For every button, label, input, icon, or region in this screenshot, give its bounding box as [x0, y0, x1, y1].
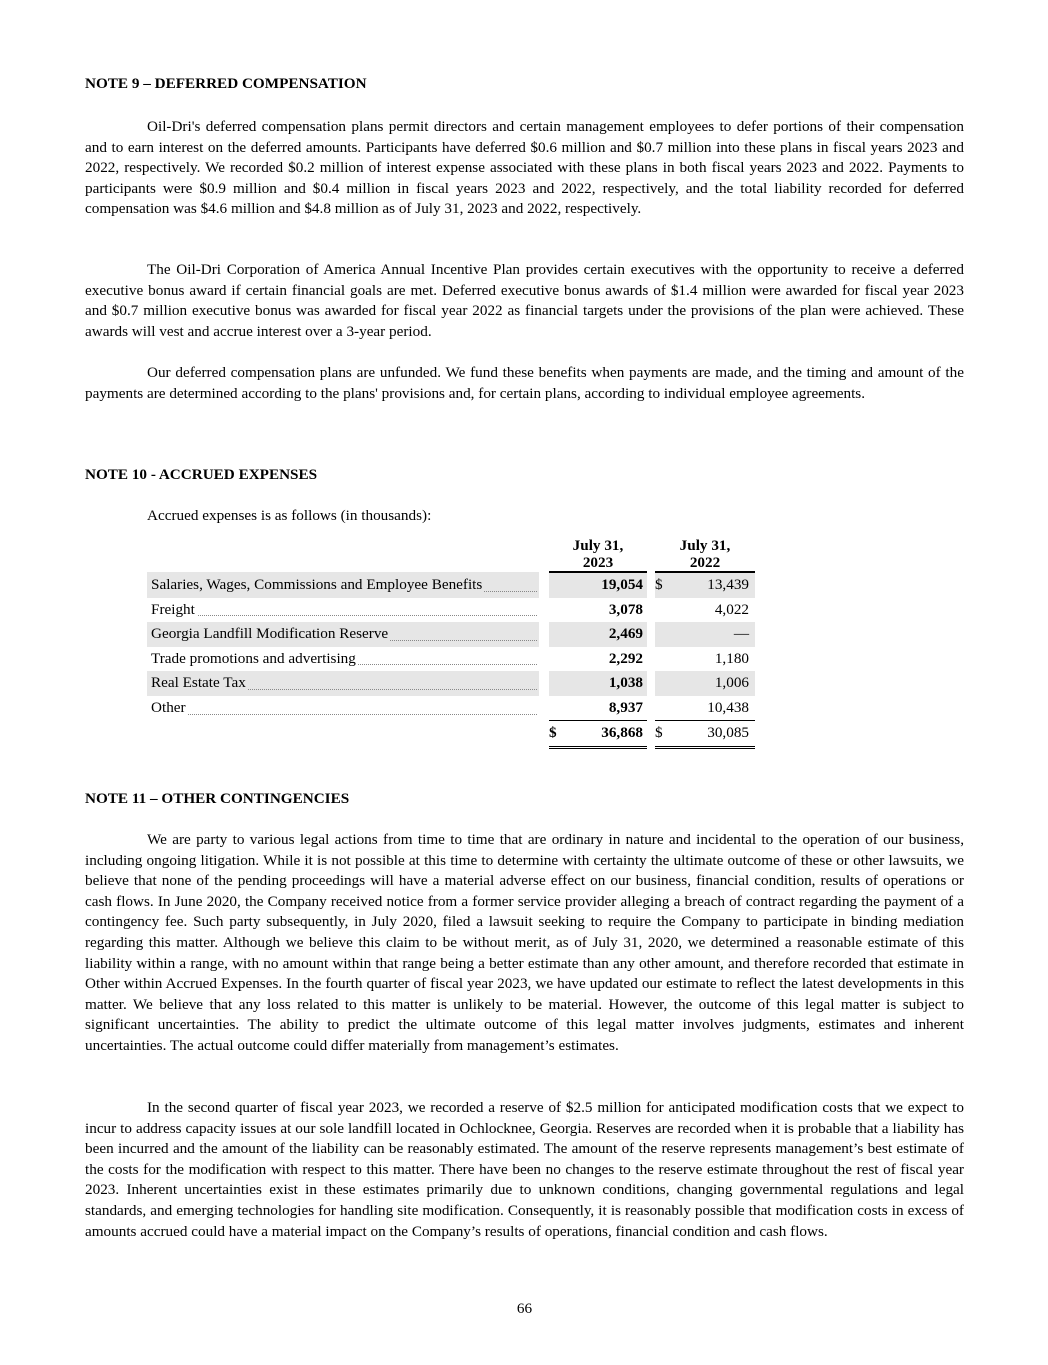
total-2022: 30,085 — [667, 721, 755, 748]
page-number: 66 — [516, 1300, 533, 1317]
total-2023: 36,868 — [561, 721, 647, 748]
row-label: Georgia Landfill Modification Reserve — [151, 625, 389, 642]
value-2022: 4,022 — [714, 600, 749, 618]
value-2023: 1,038 — [561, 671, 647, 696]
row-label: Real Estate Tax — [151, 674, 246, 691]
col-header-2022: July 31, 2022 — [655, 533, 755, 572]
value-2023: 8,937 — [608, 698, 643, 716]
table-row — [147, 696, 755, 721]
note9-paragraph-2: The Oil-Dri Corporation of America Annual Incentive Plan provides certain executives with the opportunity to receive a deferred executive bonus award if certain financial goals are met. Deferred executive bonus awards of $1.4 million were awarded for fiscal year 2023 and $0.7 million executive bonus was awarded for fiscal year 2022 as financial targets under the provisions of the plan were achieved. These awards will vest and accrue interest over a 3-year period. — [85, 261, 964, 340]
note11-paragraph-2: In the second quarter of fiscal year 2023, we recorded a reserve of $2.5 million for anticipated modification costs that we expect to incur to address capacity issues at our sole landfill located in Ochlocknee, Georgia. Reserves are recorded when it is probable that a liability has been incurred and the amount of the liability can be reasonably estimated. The amount of the reserve represents management’s best estimate of the costs for the modification with respect to this matter. There have been no changes to the reserve estimate throughout the rest of fiscal year 2023. Inherent uncertainties exist in these estimates primarily due to unknown conditions, changing governmental regulations and legal standards, and emerging technologies for handling site modification. Consequently, it is reasonably possible that modification costs in excess of amounts accrued could have a material impact on the Company’s results of operations, financial condition and cash flows. — [85, 1099, 964, 1240]
note11-heading: NOTE 11 – OTHER CONTINGENCIES — [85, 790, 350, 807]
table-row — [147, 647, 755, 672]
table-row — [147, 671, 755, 696]
row-label: Trade promotions and advertising — [151, 649, 356, 667]
note10-heading: NOTE 10 - ACCRUED EXPENSES — [85, 466, 318, 483]
row-label: Salaries, Wages, Commissions and Employee Benefits — [151, 575, 483, 593]
value-2022: 1,180 — [714, 649, 749, 667]
table-row — [147, 622, 755, 647]
value-2023: 3,078 — [608, 600, 643, 618]
table-header-row — [147, 533, 755, 572]
row-label: Freight — [151, 600, 195, 618]
value-2022: 1,006 — [667, 671, 755, 696]
accrued-expenses-table — [147, 533, 755, 749]
value-2023: 19,054 — [561, 572, 647, 598]
table-total-row: $ 36,868 $ 30,085 — [147, 721, 755, 748]
value-2022: — — [667, 622, 755, 647]
col-header-2023: July 31, 2023 — [549, 533, 647, 572]
value-2022: 13,439 — [667, 572, 755, 598]
accrued-intro: Accrued expenses is as follows (in thousands): — [147, 507, 432, 524]
note9-heading: NOTE 9 – DEFERRED COMPENSATION — [85, 75, 367, 92]
value-2022: 10,438 — [707, 698, 749, 716]
note11-paragraph-1: We are party to various legal actions from time to time that are ordinary in nature and incidental to the operation of our business, including ongoing litigation. While it is not possible at this time to determine with certainty the ultimate outcome of these or other lawsuits, we believe that none of the pending proceedings will have a material adverse effect on our business, financial condition, results of operations or cash flows. In June 2020, the Company received notice from a former service provider alleging a breach of contract regarding the payment of a contingency fee. Such party subsequently, in July 2020, filed a lawsuit seeking to require the Company to participate in binding mediation regarding this matter. Although we believe this claim to be without merit, as of July 31, 2020, we determined a reasonable estimate of this liability within a range, with no amount within that range being a better estimate than any other amount, and therefore recorded that estimate in Other within Accrued Expenses. In the fourth quarter of fiscal year 2023, we have updated our estimate to reflect the latest developments in this matter. We believe that any loss related to this matter is unlikely to be material. However, the outcome of this legal matter is subject to significant uncertainties. The ability to predict the ultimate outcome of this legal matter involves judgments, estimates and inherent uncertainties. The actual outcome could differ materially from management’s estimates. — [85, 831, 964, 1054]
note9-paragraph-3: Our deferred compensation plans are unfunded. We fund these benefits when payments are made, and the timing and amount of the payments are determined according to the plans' provisions and, for certain plans, according to individual employee agreements. — [85, 364, 964, 402]
value-2023: 2,469 — [561, 622, 647, 647]
note9-paragraph-1: Oil-Dri's deferred compensation plans permit directors and certain management employees to defer portions of their compensation and to earn interest on the deferred amounts. Participants have deferred $0.6 million and $0.7 million into these plans in fiscal years 2023 and 2022, respectively. We recorded $0.2 million of interest expense associated with these plans in both fiscal years 2023 and 2022. Payments to participants were $0.9 million and $0.4 million in fiscal years 2023 and 2022, respectively, and the total liability recorded for deferred compensation was $4.6 million and $4.8 million as of July 31, 2023 and 2022, respectively. — [85, 118, 964, 218]
table-row: Salaries, Wages, Commissions and Employee Benefits 19,054 $ 13,439 — [147, 572, 755, 598]
row-label: Other — [151, 698, 186, 716]
value-2023: 2,292 — [608, 649, 643, 667]
table-row — [147, 598, 755, 623]
